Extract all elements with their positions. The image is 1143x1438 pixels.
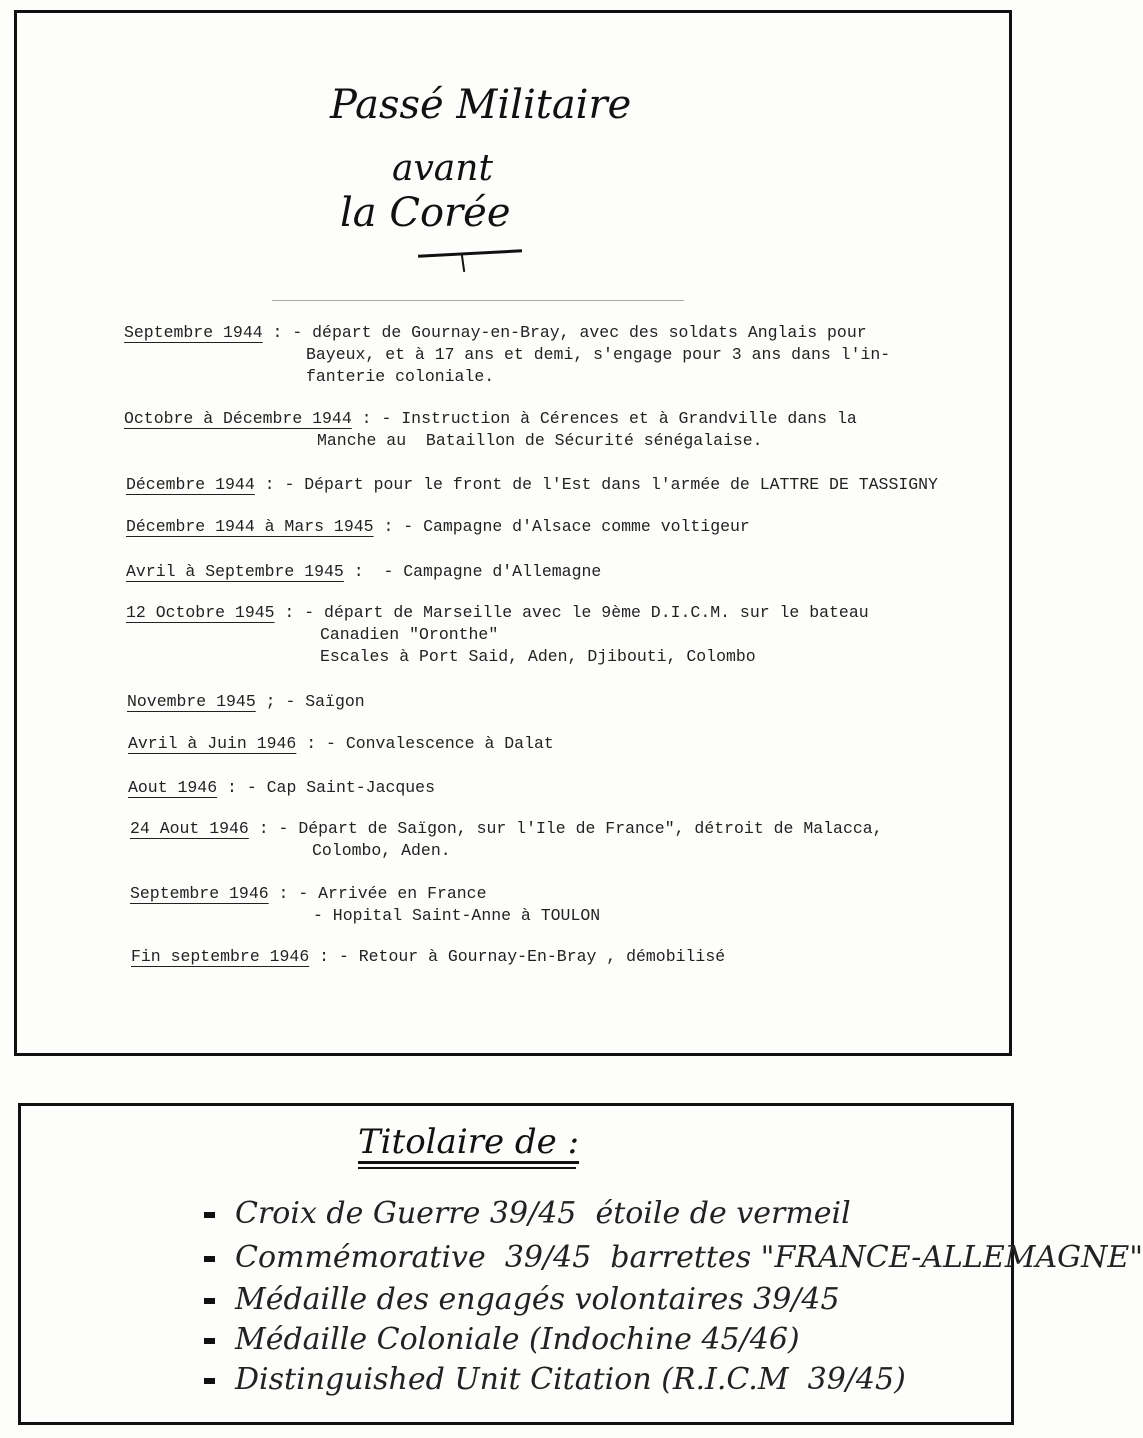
entry-date: Avril à Juin 1946 — [128, 734, 297, 753]
award-text: Médaille Coloniale (Indochine 45/46) — [235, 1322, 800, 1357]
entry-text: - Instruction à Cérences et à Grandville dans la — [381, 409, 857, 428]
entry-text: - Convalescence à Dalat — [326, 734, 554, 753]
timeline-entry — [130, 818, 883, 862]
entry-separator: : — [296, 734, 327, 753]
entry-continuation: Canadien "Oronthe" — [320, 625, 499, 644]
entry-continuation: Escales à Port Said, Aden, Djibouti, Colombo — [320, 647, 756, 666]
bullet-icon — [204, 1212, 215, 1218]
award-item — [204, 1322, 800, 1357]
entry-date: Décembre 1944 — [126, 475, 255, 494]
awards-title: Titolaire de : — [358, 1122, 580, 1162]
entry-date: Octobre à Décembre 1944 — [124, 409, 352, 428]
entry-text: - Retour à Gournay-En-Bray , démobilisé — [338, 947, 726, 966]
entry-date: Novembre 1945 — [127, 692, 256, 711]
timeline-entry — [126, 602, 869, 668]
entry-separator: : — [262, 323, 293, 342]
entry-separator: : — [373, 517, 404, 536]
entry-separator: : — [351, 409, 382, 428]
entry-date: 12 Octobre 1945 — [126, 603, 275, 622]
entry-continuation: Manche au Bataillon de Sécurité sénégalaise. — [317, 431, 763, 450]
timeline-entry — [124, 408, 857, 452]
award-text: Médaille des engagés volontaires 39/45 — [235, 1282, 840, 1317]
entry-date: 24 Aout 1946 — [130, 819, 249, 838]
entry-separator: : — [274, 603, 305, 622]
entry-separator: : — [217, 778, 247, 797]
timeline-entry — [128, 733, 554, 755]
entry-continuation: Colombo, Aden. — [312, 841, 451, 860]
entry-text: - départ de Marseille avec le 9ème D.I.C.M. sur le bateau — [304, 603, 869, 622]
entry-date: Fin septembre 1946 — [131, 947, 310, 966]
entry-date: Avril à Septembre 1945 — [126, 562, 344, 581]
bullet-icon — [204, 1256, 215, 1262]
entry-text: - Départ de Saïgon, sur l'Ile de France", détroit de Malacca, — [278, 819, 883, 838]
award-item — [204, 1196, 851, 1231]
timeline-entry — [127, 691, 365, 713]
award-item — [204, 1282, 840, 1317]
entry-separator: : — [254, 475, 285, 494]
title-line-1: Passé Militaire — [330, 82, 632, 128]
timeline-entry — [126, 474, 938, 496]
entry-date: Septembre 1946 — [130, 884, 269, 903]
bullet-icon — [204, 1378, 215, 1384]
timeline-entry — [126, 516, 750, 538]
entry-continuation: Bayeux, et à 17 ans et demi, s'engage pour 3 ans dans l'in- — [306, 345, 891, 364]
entry-separator: : — [343, 562, 384, 581]
award-text: Commémorative 39/45 barrettes "FRANCE-ALLEMAGNE" — [235, 1240, 1143, 1275]
timeline-entry — [128, 777, 435, 799]
entry-separator: : — [248, 819, 279, 838]
entry-text: - départ de Gournay-en-Bray, avec des soldats Anglais pour — [292, 323, 867, 342]
bullet-icon — [204, 1338, 215, 1344]
separator-line — [272, 300, 684, 301]
entry-date: Aout 1946 — [128, 778, 218, 797]
entry-text: - Départ pour le front de l'Est dans l'armée de LATTRE DE TASSIGNY — [284, 475, 938, 494]
entry-text: - Campagne d'Allemagne — [383, 562, 602, 581]
entry-text: - Campagne d'Alsace comme voltigeur — [403, 517, 750, 536]
entry-separator: : — [309, 947, 339, 966]
entry-text: - Cap Saint-Jacques — [246, 778, 435, 797]
timeline-entry — [126, 561, 601, 583]
title-line-2: avant — [392, 148, 493, 189]
entry-separator: ; — [255, 692, 286, 711]
award-item — [204, 1362, 906, 1397]
award-text: Distinguished Unit Citation (R.I.C.M 39/45) — [235, 1362, 906, 1397]
entry-separator: : — [268, 884, 299, 903]
award-item — [204, 1240, 1143, 1275]
timeline-entry — [130, 883, 600, 927]
entry-text: - Arrivée en France — [298, 884, 487, 903]
entry-text: - Saïgon — [285, 692, 365, 711]
awards-title-underline — [358, 1167, 576, 1169]
entry-date: Décembre 1944 à Mars 1945 — [126, 517, 374, 536]
title-line-3: la Corée — [340, 190, 511, 236]
entry-continuation: - Hopital Saint-Anne à TOULON — [313, 906, 601, 925]
award-text: Croix de Guerre 39/45 étoile de vermeil — [235, 1196, 851, 1231]
entry-date: Septembre 1944 — [124, 323, 263, 342]
entry-continuation: fanterie coloniale. — [306, 367, 495, 386]
timeline-entry — [124, 322, 890, 388]
bullet-icon — [204, 1298, 215, 1304]
timeline-entry — [131, 946, 725, 968]
